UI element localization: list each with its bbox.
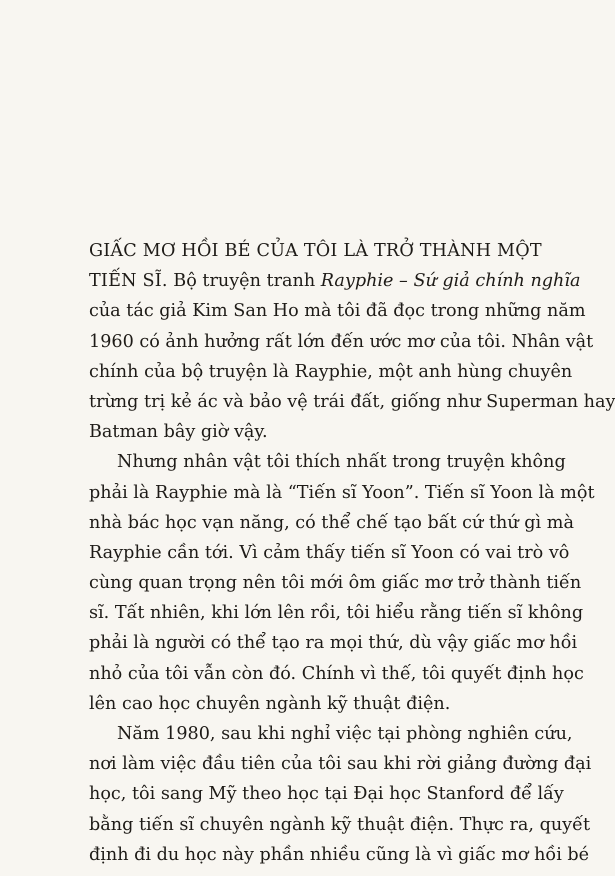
text-run: nhỏ của tôi vẫn còn đó. Chính vì thế, tôi quyết định học <box>89 663 584 684</box>
paragraph-2 <box>89 447 595 719</box>
text-line <box>89 478 595 508</box>
text-run: bằng tiến sĩ chuyên ngành kỹ thuật điện. Thực ra, quyết <box>89 814 591 835</box>
opening-caps-text: TIẾN SĨ. <box>89 271 168 292</box>
book-title-text: Rayphie – Sứ giả chính nghĩa <box>320 271 581 292</box>
text-run: Batman bây giờ vậy. <box>89 422 268 443</box>
text-line <box>89 296 586 326</box>
text-line <box>89 538 570 568</box>
text-line <box>89 840 590 870</box>
text-run: Rayphie cần tới. Vì cảm thấy tiến sĩ Yoon có vai trò vô <box>89 542 570 563</box>
text-line <box>89 447 566 477</box>
text-run: sĩ. Tất nhiên, khi lớn lên rồi, tôi hiểu rằng tiến sĩ không <box>89 603 584 624</box>
text-run: phải là Rayphie mà là “Tiến sĩ Yoon”. Tiến sĩ Yoon là một <box>89 482 595 503</box>
text-line <box>89 327 594 357</box>
text-run: định đi du học này phần nhiều cũng là vì giấc mơ hồi bé <box>89 844 590 865</box>
text-run: trừng trị kẻ ác và bảo vệ trái đất, giống như Superman hay <box>89 391 615 412</box>
text-line <box>89 749 592 779</box>
text-run: chính của bộ truyện là Rayphie, một anh hùng chuyên <box>89 361 573 382</box>
text-line <box>89 598 584 628</box>
text-run: nơi làm việc đầu tiên của tôi sau khi rời giảng đường đại <box>89 754 592 775</box>
text-line <box>89 236 542 266</box>
text-run: 1960 có ảnh hưởng rất lớn đến ước mơ của tôi. Nhân vật <box>89 331 594 352</box>
text-line <box>89 779 564 809</box>
paragraph-3 <box>89 719 592 870</box>
text-line <box>89 659 584 689</box>
opening-caps-text: GIẤC MƠ HỒI BÉ CỦA TÔI LÀ TRỞ THÀNH MỘT <box>89 241 542 261</box>
page-text <box>89 236 615 870</box>
text-run: cùng quan trọng nên tôi mới ôm giấc mơ trở thành tiến <box>89 573 582 594</box>
text-line <box>89 357 573 387</box>
text-run: Bộ truyện tranh <box>167 271 321 292</box>
text-line <box>89 719 573 749</box>
text-run: nhà bác học vạn năng, có thể chế tạo bất cứ thứ gì mà <box>89 512 574 533</box>
text-run: của tác giả Kim San Ho mà tôi đã đọc trong những năm <box>89 301 586 322</box>
text-run: Nhưng nhân vật tôi thích nhất trong truyện không <box>117 452 566 473</box>
text-line <box>89 266 581 296</box>
text-run: lên cao học chuyên ngành kỹ thuật điện. <box>89 693 451 714</box>
text-line <box>89 417 509 447</box>
text-line <box>89 508 574 538</box>
text-line <box>89 810 591 840</box>
text-line <box>89 628 578 658</box>
text-line <box>89 387 615 417</box>
paragraph-1 <box>89 236 615 447</box>
text-run: học, tôi sang Mỹ theo học tại Đại học Stanford để lấy <box>89 784 564 805</box>
text-run: phải là người có thể tạo ra mọi thứ, dù vậy giấc mơ hồi <box>89 633 578 654</box>
text-line <box>89 568 582 598</box>
text-run: Năm 1980, sau khi nghỉ việc tại phòng nghiên cứu, <box>117 724 573 744</box>
text-line <box>89 689 509 719</box>
